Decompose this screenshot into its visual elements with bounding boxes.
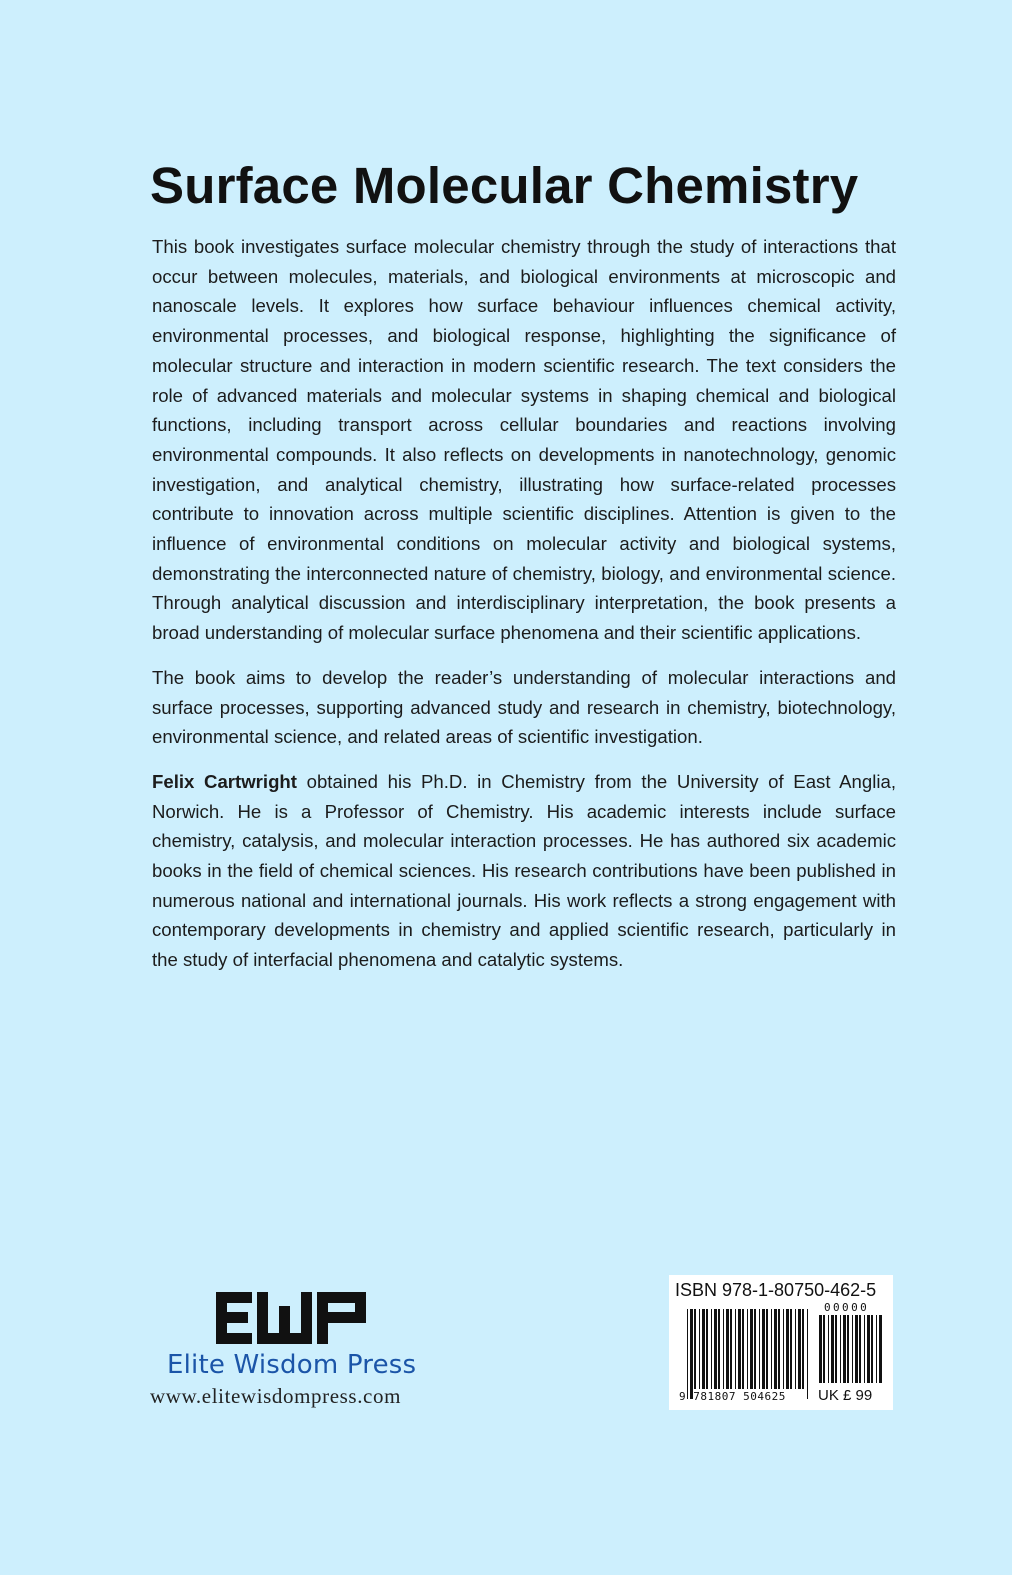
publisher-logo-icon: [216, 1292, 366, 1344]
barcode-digits: 9 781807 504625: [679, 1390, 786, 1403]
price-label: UK £ 99: [818, 1387, 873, 1404]
publisher-block: [150, 1292, 450, 1409]
back-cover-blurb: [152, 232, 896, 975]
book-title: Surface Molecular Chemistry: [150, 157, 859, 214]
isbn-label: ISBN 978-1-80750-462-5: [675, 1280, 877, 1300]
author-bio-paragraph: [152, 767, 896, 975]
aims-paragraph: The book aims to develop the reader’s understanding of molecular interactions and surface processes, supporting advanced study and research in chemistry, biotechnology, environmental science, and related areas of scientific investigation.: [152, 666, 896, 748]
description-paragraph: This book investigates surface molecular chemistry through the study of interactions that occur between molecules, materials, and biological environments at microscopic and nanoscale levels. It explores how surface behaviour influences chemical activity, environmental processes, and biological response, highlighting the significance of molecular structure and interaction in modern scientific research. The text considers the role of advanced materials and molecular systems in shaping chemical and biological functions, including transport across cellular boundaries and reactions involving environmental compounds. It also reflects on developments in nanotechnology, genomic investigation, and analytical chemistry, illustrating how surface-related processes contribute to innovation across multiple scientific disciplines. Attention is given to the influence of environmental conditions on molecular activity and biological systems, demonstrating the interconnected nature of chemistry, biology, and environmental science. Through analytical discussion and interdisciplinary interpretation, the book presents a broad understanding of molecular surface phenomena and their scientific applications.: [152, 236, 896, 644]
publisher-url: www.elitewisdompress.com: [150, 1384, 401, 1408]
isbn-barcode-panel: [669, 1275, 893, 1410]
author-name: Felix Cartwright: [152, 770, 297, 792]
barcode-addon-digits: 00000: [824, 1301, 870, 1314]
publisher-name: Elite Wisdom Press: [167, 1350, 417, 1380]
author-bio-text: obtained his Ph.D. in Chemistry from the University of East Anglia, Norwich. He is a Professor of Chemistry. His academic interests include surface chemistry, catalysis, and molecular interaction processes. He has authored six academic books in the field of chemical sciences. His research contributions have been published in numerous national and international journals. His work reflects a strong engagement with contemporary developments in chemistry and applied scientific research, particularly in the study of interfacial phenomena and catalytic systems.: [152, 770, 896, 971]
